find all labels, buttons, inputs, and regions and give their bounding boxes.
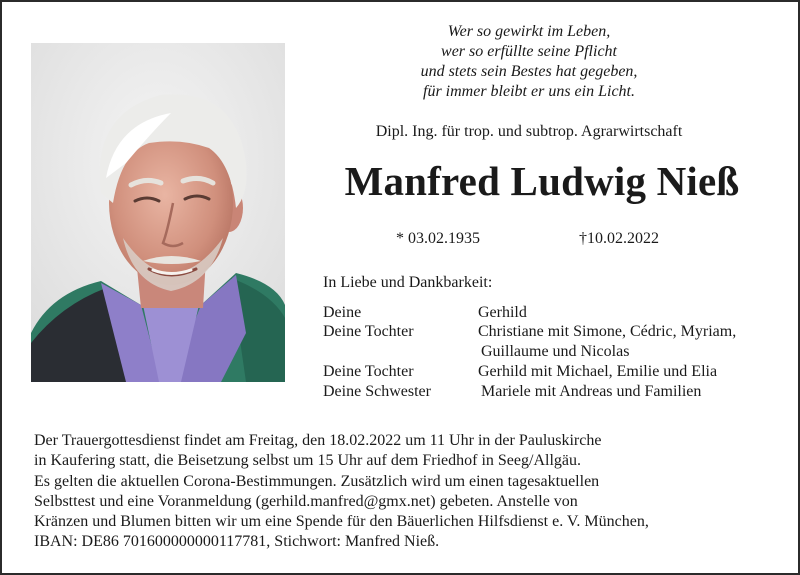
notice-line: Der Trauergottesdienst findet am Freitag, den 18.02.2022 um 11 Uhr in der Pauluskirche — [34, 432, 602, 449]
deceased-name: Manfred Ludwig Nieß — [344, 158, 740, 204]
mourner-relation: Deine Tochter — [323, 363, 414, 380]
mourner-names: Guillaume und Nicolas — [481, 343, 630, 360]
portrait-photo — [31, 43, 285, 382]
death-date: †10.02.2022 — [579, 230, 659, 247]
funeral-notice — [34, 431, 774, 553]
notice-line: in Kaufering statt, die Beisetzung selbst um 15 Uhr auf dem Friedhof in Seeg/Allgäu. — [34, 452, 581, 470]
poem-line: für immer bleibt er uns ein Licht. — [423, 83, 635, 100]
poem-line: wer so erfüllte seine Pflicht — [441, 43, 617, 60]
notice-line: Selbsttest und eine Voranmeldung (gerhild.manfred@gmx.net) gebeten. Anstelle von — [34, 492, 578, 510]
poem-line: Wer so gewirkt im Leben, — [447, 23, 611, 40]
mourner-names: Gerhild mit Michael, Emilie und Elia — [478, 363, 718, 380]
notice-line: Kränzen und Blumen bitten wir um eine Spende für den Bäuerlichen Hilfsdienst e. V. München, — [34, 513, 649, 531]
poem-line: und stets sein Bestes hat gegeben, — [420, 63, 638, 80]
mourner-names: Christiane mit Simone, Cédric, Myriam, — [478, 323, 737, 340]
portrait-image — [31, 43, 285, 382]
mourner-relation: Deine Tochter — [323, 323, 414, 340]
mourner-names: Mariele mit Andreas und Familien — [481, 383, 702, 400]
mourner-relation: Deine Schwester — [323, 383, 431, 400]
mourners-intro: In Liebe und Dankbarkeit: — [323, 274, 493, 291]
memorial-poem — [302, 22, 756, 102]
mourner-names: Gerhild — [478, 304, 527, 321]
notice-line: IBAN: DE86 701600000000117781, Stichwort: Manfred Nieß. — [34, 533, 440, 551]
academic-title: Dipl. Ing. für trop. und subtrop. Agrarwirtschaft — [375, 123, 683, 140]
notice-line: Es gelten die aktuellen Corona-Bestimmungen. Zusätzlich wird um einen tagesaktuellen — [34, 472, 600, 490]
mourner-relation: Deine — [323, 304, 362, 321]
birth-date: * 03.02.1935 — [396, 230, 480, 247]
